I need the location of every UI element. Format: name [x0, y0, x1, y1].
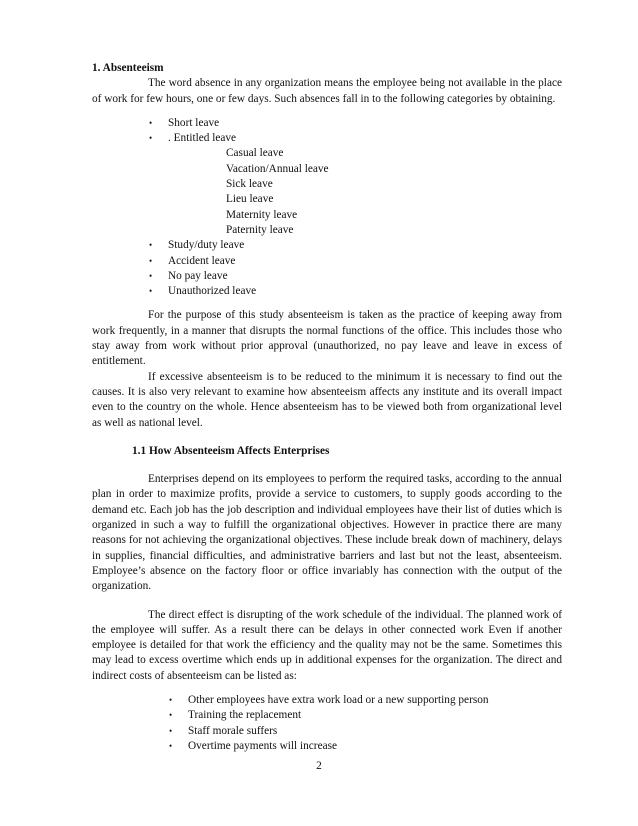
- list-item: • Study/duty leave: [92, 238, 562, 253]
- list-item: • Short leave: [92, 116, 562, 131]
- entitled-leave-subtypes: [92, 146, 562, 238]
- list-item: Lieu leave: [226, 193, 274, 206]
- list-item: • . Entitled leave: [92, 131, 562, 146]
- bullet-icon: •: [149, 133, 153, 144]
- bullet-icon: •: [169, 725, 173, 736]
- section-heading-affects-enterprises: 1.1 How Absenteeism Affects Enterprises: [132, 444, 330, 457]
- bullet-icon: •: [169, 710, 173, 721]
- leave-categories-list-continued: [92, 238, 562, 299]
- list-item: • Training the replacement: [92, 708, 562, 723]
- body-paragraph: Enterprises depend on its employees to perform the required tasks, according to the annual plan in order to maximize profits, provide a service to customers, to supply goods according to the demand etc. Each job has the job description and individual employees have their list of duties which is organized in such a way to fulfill the organizational objectives. However in practice there are many reasons for not achieving the organizational objectives. These include break down of machinery, delays in supplies, financial difficulties, and administrative barriers and last but not the least, absenteeism. Employee’s absence on the factory floor or office invariably has connection with the output of the organization.: [92, 473, 562, 593]
- absenteeism-costs-list: [92, 693, 562, 754]
- bullet-icon: •: [149, 286, 153, 297]
- leave-categories-list: [92, 116, 562, 147]
- section-heading-absenteeism: 1. Absenteeism: [92, 62, 164, 74]
- list-item: Casual leave: [226, 147, 284, 160]
- bullet-icon: •: [149, 117, 153, 128]
- bullet-icon: •: [169, 740, 173, 751]
- list-item: • Staff morale suffers: [92, 724, 562, 739]
- list-item: • Other employees have extra work load or a new supporting person: [92, 693, 562, 708]
- body-paragraph: The direct effect is disrupting of the work schedule of the individual. The planned work of the employee will suffer. As a result there can be delays in other connected work Even if another employee is detailed for that work the efficiency and the quality may not be the same. Sometimes this may lead to excess overtime which ends up in additional expenses for the organization. The direct and indirect costs of absenteeism can be listed as:: [92, 608, 562, 682]
- bullet-icon: •: [169, 694, 173, 705]
- list-item: Vacation/Annual leave: [226, 162, 329, 175]
- intro-paragraph: The word absence in any organization means the employee being not available in the place of work for few hours, one or few days. Such absences fall in to the following categories by obtaining.: [92, 77, 562, 105]
- list-item: • Overtime payments will increase: [92, 739, 562, 754]
- list-item: Paternity leave: [226, 223, 294, 236]
- bullet-icon: •: [149, 270, 153, 281]
- document-body: [92, 61, 562, 754]
- list-item: • Unauthorized leave: [92, 284, 562, 299]
- bullet-icon: •: [149, 255, 153, 266]
- list-item: Maternity leave: [226, 208, 298, 221]
- page-number: 2: [316, 760, 322, 772]
- bullet-icon: •: [149, 240, 153, 251]
- list-item: • Accident leave: [92, 254, 562, 269]
- list-item: Sick leave: [226, 178, 273, 191]
- body-paragraph: If excessive absenteeism is to be reduced to the minimum it is necessary to find out the causes. It is also very relevant to examine how absenteeism affects any institute and its overall impact even to the country on the whole. Hence absenteeism has to be viewed both from organizational level as well as national level.: [92, 370, 562, 429]
- list-item: • No pay leave: [92, 269, 562, 284]
- body-paragraph: For the purpose of this study absenteeism is taken as the practice of keeping away from work frequently, in a manner that disrupts the normal functions of the office. This includes those who stay away from work without prior approval (unauthorized, no pay leave and leave in excess of entitlement.: [92, 309, 562, 368]
